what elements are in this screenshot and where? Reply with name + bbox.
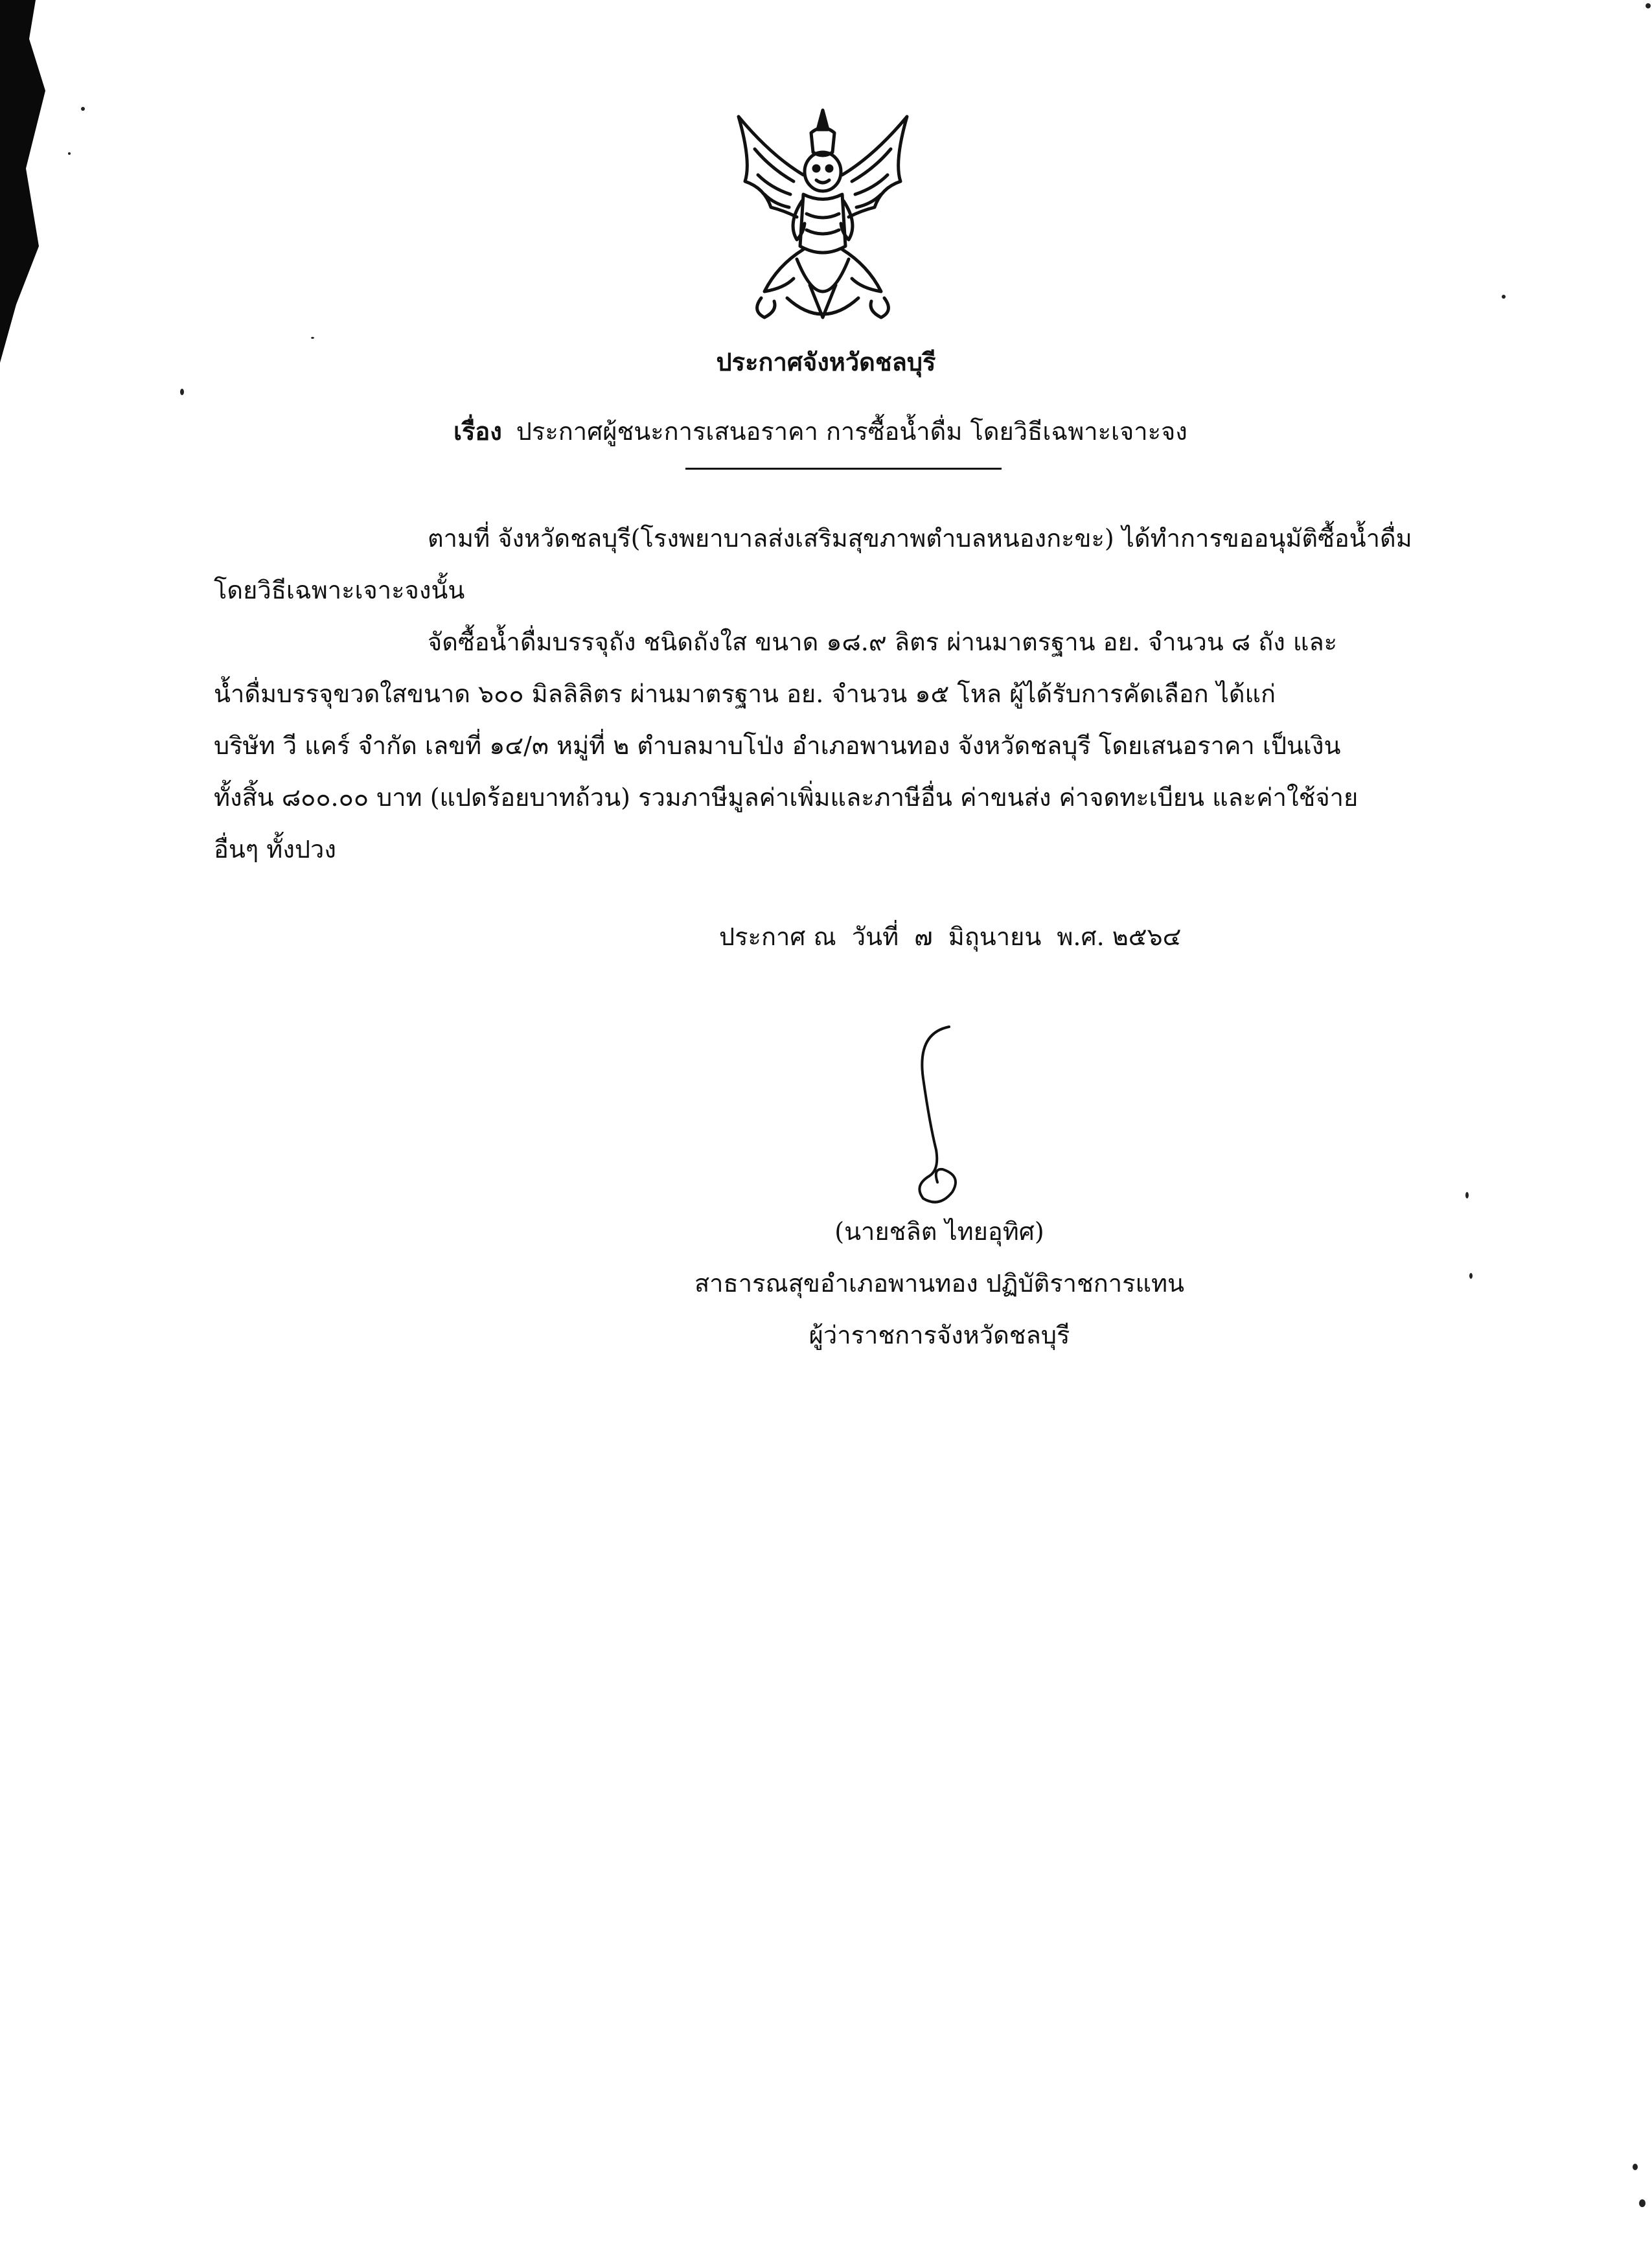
subject-text: ประกาศผู้ชนะการเสนอราคา การซื้อน้ำดื่ม โดยวิธีเฉพาะเจาะจง bbox=[516, 417, 1187, 446]
date-prefix: ประกาศ ณ bbox=[719, 922, 836, 951]
date-month: มิถุนายน bbox=[948, 922, 1042, 951]
scan-speck bbox=[1646, 3, 1651, 8]
body-line: ทั้งสิ้น ๘๐๐.๐๐ บาท (แปดร้อยบาทถ้วน) รวมภาษีมูลค่าเพิ่มและภาษีอื่น ค่าขนส่ง ค่าจดทะเบียน และค่าใช้จ่าย bbox=[214, 783, 1359, 812]
document-title: ประกาศจังหวัดชลบุรี bbox=[716, 347, 936, 376]
handwritten-signature bbox=[878, 1020, 981, 1208]
scan-speck bbox=[1639, 2199, 1646, 2207]
scan-speck bbox=[311, 337, 314, 339]
body-line: จัดซื้อน้ำดื่มบรรจุถัง ชนิดถังใส ขนาด ๑๘.๙ ลิตร ผ่านมาตรฐาน อย. จำนวน ๘ ถัง และ bbox=[428, 628, 1338, 656]
signatory-position: สาธารณสุขอำเภอพานทอง ปฏิบัติราชการแทน bbox=[694, 1269, 1185, 1298]
date-day-label: วันที่ bbox=[851, 922, 899, 951]
date-year: พ.ศ. ๒๕๖๔ bbox=[1057, 922, 1182, 951]
scan-speck bbox=[1502, 295, 1506, 299]
scan-speck bbox=[1633, 2164, 1638, 2170]
body-line: โดยวิธีเฉพาะเจาะจงนั้น bbox=[214, 576, 465, 604]
body-line: อื่นๆ ทั้งปวง bbox=[214, 835, 336, 864]
body-line: ตามที่ จังหวัดชลบุรี(โรงพยาบาลส่งเสริมสุขภาพตำบลหนองกะขะ) ได้ทำการขออนุมัติซื้อน้ำดื่ม bbox=[428, 524, 1412, 553]
scan-speck bbox=[68, 152, 71, 155]
subject-label: เรื่อง bbox=[453, 417, 502, 446]
body-line: น้ำดื่มบรรจุขวดใสขนาด ๖๐๐ มิลลิลิตร ผ่านมาตรฐาน อย. จำนวน ๑๕ โหล ผู้ได้รับการคัดเลือก ได้แก่ bbox=[214, 680, 1276, 708]
date-day: ๗ bbox=[914, 922, 933, 951]
scan-speck bbox=[180, 389, 184, 395]
scan-speck bbox=[1465, 1192, 1469, 1198]
scan-speck bbox=[81, 107, 85, 111]
signatory-name: (นายชลิต ไทยอุทิศ) bbox=[834, 1217, 1044, 1246]
signatory-title: ผู้ว่าราชการจังหวัดชลบุรี bbox=[809, 1321, 1070, 1349]
subject-line bbox=[453, 411, 1187, 451]
announcement-date bbox=[719, 917, 1197, 956]
scan-shadow-corner bbox=[0, 0, 84, 363]
scan-speck bbox=[1469, 1273, 1473, 1279]
title-divider bbox=[685, 468, 1002, 470]
body-line: บริษัท วี แคร์ จำกัด เลขที่ ๑๔/๓ หมู่ที่ ๒ ตำบลมาบโป่ง อำเภอพานทอง จังหวัดชลบุรี โดยเสนอราคา เป็นเงิน bbox=[214, 731, 1341, 760]
garuda-emblem-icon bbox=[726, 104, 920, 337]
